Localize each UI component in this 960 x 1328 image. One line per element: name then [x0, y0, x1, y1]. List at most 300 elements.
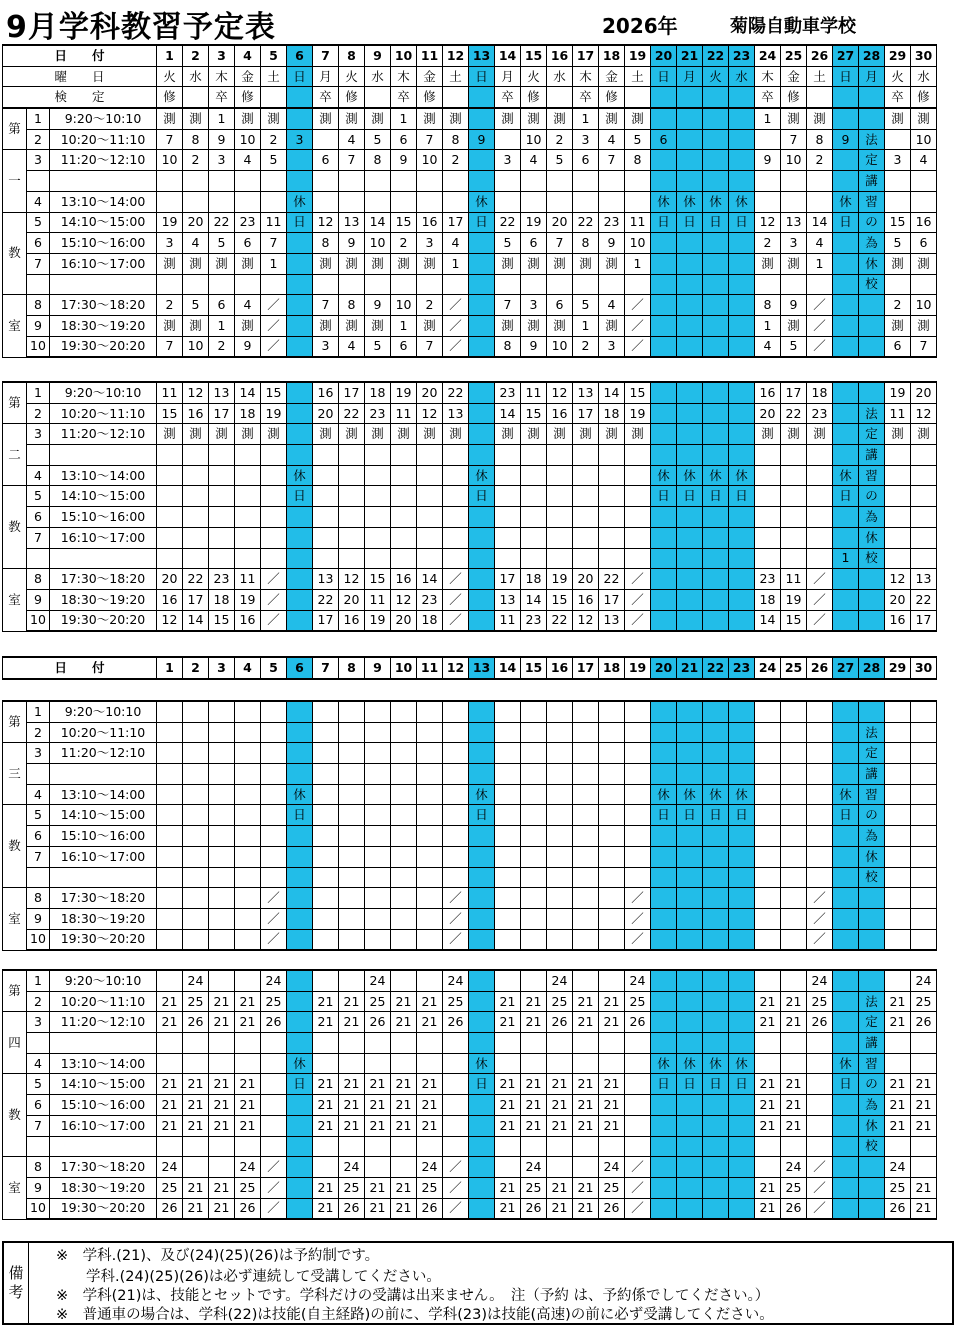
schedule-cell	[729, 295, 755, 316]
schedule-cell	[729, 274, 755, 295]
schedule-cell	[417, 846, 443, 867]
schedule-cell: 休	[703, 784, 729, 805]
period-number: 8	[27, 569, 50, 590]
schedule-cell	[157, 1053, 183, 1074]
exam-cell: 修	[157, 87, 183, 108]
schedule-cell: ／	[807, 908, 833, 929]
schedule-cell	[833, 1157, 859, 1178]
schedule-cell: 21	[755, 1012, 781, 1033]
schedule-cell	[313, 445, 339, 466]
schedule-cell	[651, 701, 677, 722]
schedule-cell	[833, 1177, 859, 1198]
schedule-cell	[443, 445, 469, 466]
schedule-cell: 10	[911, 295, 937, 316]
schedule-cell	[157, 743, 183, 764]
schedule-cell: 1	[391, 315, 417, 336]
schedule-cell	[677, 929, 703, 950]
schedule-cell	[157, 191, 183, 212]
schedule-cell	[625, 1033, 651, 1054]
schedule-cell	[885, 764, 911, 785]
schedule-cell	[287, 701, 313, 722]
schedule-cell	[183, 867, 209, 888]
schedule-cell	[521, 1136, 547, 1157]
schedule-cell	[677, 336, 703, 357]
schedule-cell: ／	[261, 295, 287, 316]
schedule-cell: 日	[729, 212, 755, 233]
schedule-cell: の	[859, 212, 885, 233]
schedule-cell: ／	[807, 1177, 833, 1198]
schedule-cell	[625, 1136, 651, 1157]
schedule-cell: 12	[183, 382, 209, 403]
schedule-cell: ／	[625, 589, 651, 610]
schedule-cell	[495, 743, 521, 764]
schedule-cell	[287, 548, 313, 569]
schedule-cell: 2	[443, 150, 469, 171]
schedule-cell: 日	[703, 486, 729, 507]
schedule-cell: 16	[313, 382, 339, 403]
period-number: 9	[27, 315, 50, 336]
schedule-cell	[495, 701, 521, 722]
schedule-cell	[729, 1177, 755, 1198]
schedule-cell	[729, 908, 755, 929]
schedule-cell	[547, 846, 573, 867]
schedule-cell	[235, 826, 261, 847]
schedule-cell: 15	[885, 212, 911, 233]
schedule-cell	[677, 403, 703, 424]
schedule-cell	[729, 150, 755, 171]
schedule-cell: 8	[573, 233, 599, 254]
schedule-cell: 21	[339, 1115, 365, 1136]
schedule-cell	[209, 445, 235, 466]
schedule-cell	[833, 610, 859, 631]
schedule-cell	[807, 1053, 833, 1074]
period-number: 9	[27, 589, 50, 610]
schedule-cell: 10	[781, 150, 807, 171]
schedule-cell	[183, 507, 209, 528]
schedule-cell: 為	[859, 233, 885, 254]
schedule-cell: 20	[885, 589, 911, 610]
schedule-cell: 法	[859, 403, 885, 424]
schedule-cell	[469, 610, 495, 631]
schedule-cell	[651, 867, 677, 888]
schedule-cell	[625, 191, 651, 212]
schedule-cell	[677, 1177, 703, 1198]
schedule-cell	[339, 274, 365, 295]
period-number: 7	[27, 527, 50, 548]
schedule-cell	[443, 527, 469, 548]
schedule-cell	[495, 548, 521, 569]
schedule-cell: 14	[521, 589, 547, 610]
schedule-cell	[365, 867, 391, 888]
schedule-cell: 日	[469, 486, 495, 507]
schedule-cell: 17	[313, 610, 339, 631]
period-number: 7	[27, 253, 50, 274]
schedule-cell: 21	[417, 1115, 443, 1136]
exam-cell: 卒	[209, 87, 235, 108]
schedule-cell: 5	[209, 233, 235, 254]
schedule-cell: ／	[807, 610, 833, 631]
schedule-cell: 9	[755, 150, 781, 171]
schedule-cell	[365, 1053, 391, 1074]
period-time: 13:10～14:00	[50, 1053, 157, 1074]
schedule-cell: 18	[807, 382, 833, 403]
schedule-cell: 測	[443, 424, 469, 445]
schedule-cell	[495, 171, 521, 192]
schedule-cell: 休	[703, 465, 729, 486]
schedule-cell: 測	[417, 108, 443, 129]
schedule-cell	[521, 548, 547, 569]
schedule-cell: 19	[547, 569, 573, 590]
schedule-cell: 5	[183, 295, 209, 316]
schedule-cell	[443, 507, 469, 528]
schedule-cell	[157, 507, 183, 528]
schedule-cell	[417, 826, 443, 847]
schedule-cell	[677, 1115, 703, 1136]
period-number: 2	[27, 991, 50, 1012]
schedule-cell: 20	[573, 569, 599, 590]
schedule-cell: 12	[911, 403, 937, 424]
schedule-cell	[781, 888, 807, 909]
schedule-cell	[339, 826, 365, 847]
schedule-cell	[729, 826, 755, 847]
schedule-cell	[703, 1012, 729, 1033]
schedule-cell	[495, 1136, 521, 1157]
schedule-cell: 測	[495, 424, 521, 445]
schedule-cell	[573, 970, 599, 991]
schedule-cell	[417, 908, 443, 929]
schedule-cell	[729, 846, 755, 867]
schedule-cell	[261, 722, 287, 743]
schedule-cell	[911, 527, 937, 548]
schedule-cell	[677, 1136, 703, 1157]
schedule-cell	[911, 826, 937, 847]
schedule-cell	[911, 805, 937, 826]
schedule-cell	[339, 548, 365, 569]
schedule-cell	[495, 486, 521, 507]
schedule-cell: 測	[885, 424, 911, 445]
schedule-cell	[547, 507, 573, 528]
schedule-cell: 26	[911, 1012, 937, 1033]
schedule-cell: 14	[495, 403, 521, 424]
schedule-cell	[755, 846, 781, 867]
schedule-cell	[833, 424, 859, 445]
date-cell: 19	[625, 657, 651, 679]
schedule-cell: 7	[339, 150, 365, 171]
schedule-cell	[209, 274, 235, 295]
schedule-cell: 20	[911, 382, 937, 403]
schedule-cell: 休	[677, 465, 703, 486]
schedule-cell	[651, 1095, 677, 1116]
date-cell: 30	[911, 45, 937, 66]
schedule-cell: 校	[859, 1136, 885, 1157]
schedule-cell	[885, 274, 911, 295]
weekday-cell: 水	[911, 66, 937, 87]
schedule-cell: 講	[859, 171, 885, 192]
schedule-cell	[443, 867, 469, 888]
schedule-cell	[261, 1053, 287, 1074]
schedule-cell: 24	[547, 970, 573, 991]
schedule-cell	[443, 1074, 469, 1095]
schedule-cell: 8	[755, 295, 781, 316]
schedule-cell	[365, 743, 391, 764]
schedule-cell: の	[859, 1074, 885, 1095]
schedule-cell	[365, 548, 391, 569]
exam-cell	[469, 87, 495, 108]
schedule-cell	[391, 701, 417, 722]
schedule-cell: 15	[781, 610, 807, 631]
date-cell: 9	[365, 45, 391, 66]
schedule-cell: 18	[365, 382, 391, 403]
schedule-cell: ／	[625, 908, 651, 929]
schedule-cell	[755, 1157, 781, 1178]
period-number: 4	[27, 465, 50, 486]
schedule-cell: 25	[807, 991, 833, 1012]
schedule-cell	[547, 274, 573, 295]
schedule-cell: 21	[313, 1012, 339, 1033]
schedule-cell	[911, 1033, 937, 1054]
schedule-cell	[807, 527, 833, 548]
schedule-cell: ／	[443, 929, 469, 950]
schedule-cell: 測	[911, 253, 937, 274]
schedule-cell: 15	[625, 382, 651, 403]
schedule-cell	[859, 382, 885, 403]
schedule-cell	[703, 382, 729, 403]
schedule-cell: 休	[703, 1053, 729, 1074]
schedule-cell	[157, 171, 183, 192]
schedule-cell: 16	[235, 610, 261, 631]
schedule-cell	[183, 191, 209, 212]
schedule-cell: 測	[885, 253, 911, 274]
date-cell: 19	[625, 45, 651, 66]
schedule-cell: 21	[573, 1095, 599, 1116]
schedule-cell	[833, 589, 859, 610]
schedule-cell: 2	[885, 295, 911, 316]
schedule-cell: 16	[911, 212, 937, 233]
schedule-cell	[313, 970, 339, 991]
schedule-cell	[651, 610, 677, 631]
schedule-cell: 21	[755, 1095, 781, 1116]
period-time: 15:10～16:00	[50, 826, 157, 847]
schedule-cell	[469, 382, 495, 403]
schedule-cell: ／	[625, 315, 651, 336]
schedule-cell: 16	[391, 569, 417, 590]
schedule-cell	[625, 486, 651, 507]
schedule-cell	[157, 527, 183, 548]
schedule-cell	[287, 108, 313, 129]
schedule-cell	[885, 701, 911, 722]
schedule-cell	[781, 527, 807, 548]
schedule-cell	[157, 846, 183, 867]
schedule-cell	[859, 315, 885, 336]
schedule-cell: 測	[235, 315, 261, 336]
schedule-cell	[313, 129, 339, 150]
schedule-cell: 21	[157, 991, 183, 1012]
schedule-cell	[157, 722, 183, 743]
schedule-cell	[885, 784, 911, 805]
schedule-cell: 日	[651, 486, 677, 507]
schedule-cell: 17	[781, 382, 807, 403]
schedule-cell: 22	[495, 212, 521, 233]
schedule-cell	[703, 589, 729, 610]
schedule-cell	[625, 171, 651, 192]
period-time: 13:10～14:00	[50, 465, 157, 486]
schedule-cell: 26	[417, 1198, 443, 1219]
schedule-cell: 24	[599, 1157, 625, 1178]
schedule-cell	[677, 867, 703, 888]
weekday-cell: 火	[703, 66, 729, 87]
schedule-cell: 20	[339, 589, 365, 610]
schedule-cell: 19	[625, 403, 651, 424]
schedule-cell	[651, 295, 677, 316]
schedule-cell: 18	[417, 610, 443, 631]
schedule-cell: 7	[547, 233, 573, 254]
schedule-cell: 17	[209, 403, 235, 424]
schedule-cell	[729, 336, 755, 357]
schedule-cell	[209, 970, 235, 991]
schedule-cell: 23	[365, 403, 391, 424]
schedule-cell	[859, 1198, 885, 1219]
schedule-cell	[157, 465, 183, 486]
weekday-header-label: 曜 日	[3, 66, 157, 87]
schedule-cell	[391, 527, 417, 548]
exam-cell: 修	[781, 87, 807, 108]
schedule-cell: 休	[469, 191, 495, 212]
schedule-cell: 2	[807, 150, 833, 171]
schedule-cell	[443, 1136, 469, 1157]
schedule-cell	[807, 784, 833, 805]
schedule-cell	[677, 1198, 703, 1219]
schedule-cell	[547, 888, 573, 909]
schedule-cell: 16	[885, 610, 911, 631]
schedule-cell	[365, 507, 391, 528]
schedule-cell: 測	[339, 424, 365, 445]
schedule-cell: 為	[859, 826, 885, 847]
schedule-cell: 休	[287, 1053, 313, 1074]
schedule-cell	[287, 1115, 313, 1136]
schedule-cell: 測	[183, 108, 209, 129]
schedule-cell	[287, 1033, 313, 1054]
schedule-cell: 法	[859, 129, 885, 150]
schedule-cell	[443, 1033, 469, 1054]
schedule-cell	[313, 846, 339, 867]
schedule-cell: 定	[859, 424, 885, 445]
schedule-cell: 習	[859, 784, 885, 805]
schedule-cell	[157, 764, 183, 785]
schedule-cell	[651, 1177, 677, 1198]
schedule-cell: 休	[833, 191, 859, 212]
schedule-cell: 校	[859, 867, 885, 888]
schedule-cell	[287, 764, 313, 785]
schedule-cell: 22	[573, 212, 599, 233]
period-time: 19:30～20:20	[50, 610, 157, 631]
schedule-cell	[573, 507, 599, 528]
schedule-cell: 21	[183, 1074, 209, 1095]
schedule-cell: 25	[625, 991, 651, 1012]
schedule-cell	[469, 108, 495, 129]
schedule-cell: 休	[469, 1053, 495, 1074]
schedule-cell	[729, 424, 755, 445]
schedule-cell: 24	[443, 970, 469, 991]
schedule-cell: 測	[313, 108, 339, 129]
exam-cell	[443, 87, 469, 108]
period-time	[50, 274, 157, 295]
schedule-cell: ／	[261, 929, 287, 950]
schedule-cell	[625, 701, 651, 722]
schedule-cell: 8	[183, 129, 209, 150]
schedule-cell	[313, 1033, 339, 1054]
schedule-cell: 3	[573, 129, 599, 150]
schedule-cell	[833, 445, 859, 466]
schedule-cell	[417, 191, 443, 212]
schedule-cell	[885, 465, 911, 486]
schedule-cell: 測	[339, 108, 365, 129]
exam-cell	[859, 87, 885, 108]
schedule-cell	[261, 171, 287, 192]
schedule-cell: 測	[417, 253, 443, 274]
schedule-cell: ／	[261, 315, 287, 336]
schedule-cell: ／	[807, 336, 833, 357]
schedule-cell	[911, 908, 937, 929]
schedule-cell	[157, 888, 183, 909]
schedule-cell	[573, 908, 599, 929]
schedule-cell: 21	[313, 1177, 339, 1198]
note-line: ※ 学科.(21)、及び(24)(25)(26)は予約制です。	[56, 1248, 380, 1264]
schedule-cell: 13	[339, 212, 365, 233]
schedule-cell: 休	[729, 784, 755, 805]
schedule-cell	[885, 171, 911, 192]
period-time: 14:10～15:00	[50, 486, 157, 507]
weekday-cell: 日	[833, 66, 859, 87]
schedule-cell: 21	[339, 991, 365, 1012]
schedule-cell	[261, 274, 287, 295]
schedule-cell	[703, 610, 729, 631]
period-number: 4	[27, 1053, 50, 1074]
schedule-cell	[417, 486, 443, 507]
schedule-cell	[261, 846, 287, 867]
schedule-cell: 25	[443, 991, 469, 1012]
schedule-cell	[885, 826, 911, 847]
schedule-cell: 13	[209, 382, 235, 403]
schedule-cell	[339, 191, 365, 212]
schedule-cell	[911, 191, 937, 212]
schedule-cell: 26	[261, 1012, 287, 1033]
schedule-cell: 測	[495, 108, 521, 129]
schedule-cell	[417, 527, 443, 548]
schedule-cell: 測	[781, 108, 807, 129]
schedule-cell: 21	[209, 1095, 235, 1116]
schedule-cell: 日	[729, 805, 755, 826]
schedule-cell	[885, 867, 911, 888]
schedule-cell	[417, 701, 443, 722]
schedule-cell: 2	[261, 129, 287, 150]
schedule-cell	[287, 929, 313, 950]
schedule-cell	[469, 867, 495, 888]
schedule-cell: 測	[521, 108, 547, 129]
period-time: 14:10～15:00	[50, 212, 157, 233]
classroom-side-label: 三	[3, 743, 27, 805]
schedule-cell	[443, 191, 469, 212]
schedule-cell	[209, 846, 235, 867]
classroom-side-label: 教	[3, 805, 27, 888]
schedule-cell: 21	[755, 991, 781, 1012]
schedule-cell: 21	[755, 1115, 781, 1136]
schedule-cell	[365, 1157, 391, 1178]
schedule-cell	[287, 150, 313, 171]
schedule-cell	[833, 108, 859, 129]
schedule-cell: 定	[859, 150, 885, 171]
schedule-cell	[781, 1053, 807, 1074]
schedule-cell: 休	[287, 465, 313, 486]
